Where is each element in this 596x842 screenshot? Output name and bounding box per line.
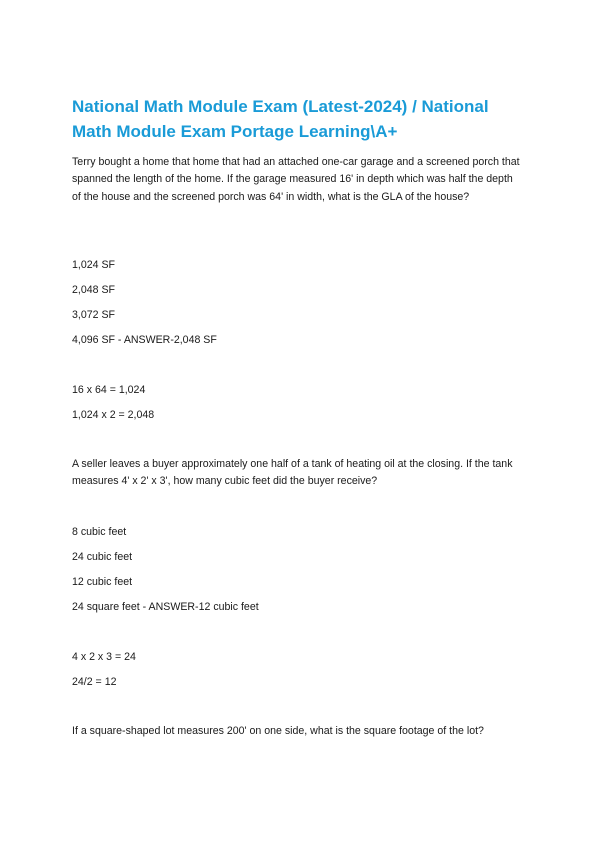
question-3-text: If a square-shaped lot measures 200' on one side, what is the square footage of the lot? <box>72 725 484 737</box>
question-2-work-line-2: 24/2 = 12 <box>72 676 117 688</box>
question-1-option-3: 3,072 SF <box>72 309 115 321</box>
question-2-option-1: 8 cubic feet <box>72 526 127 538</box>
question-2-work-line-1: 4 x 2 x 3 = 24 <box>72 651 136 663</box>
document-title: National Math Module Exam (Latest-2024) / National Math Module Exam Portage Learning\A+ <box>72 97 489 141</box>
question-1-text: Terry bought a home that home that had an attached one-car garage and a screened porch that spanned the length of the home. If the garage measured 16' in depth which was half the depth of the house and the screened porch was 64' in width, what is the GLA of the house? <box>72 156 520 203</box>
question-2-option-2: 24 cubic feet <box>72 551 133 563</box>
question-2-option-3: 12 cubic feet <box>72 576 133 588</box>
question-2-option-4-answer: 24 square feet - ANSWER-12 cubic feet <box>72 601 259 613</box>
question-1-work-line-2: 1,024 x 2 = 2,048 <box>72 409 155 421</box>
question-1-option-1: 1,024 SF <box>72 259 115 271</box>
question-1-option-2: 2,048 SF <box>72 284 115 296</box>
question-2-text: A seller leaves a buyer approximately one half of a tank of heating oil at the closing. If the tank measures 4' x 2' x 3', how many cubic feet did the buyer receive? <box>72 458 513 488</box>
question-1-work-line-1: 16 x 64 = 1,024 <box>72 384 146 396</box>
question-1-option-4-answer: 4,096 SF - ANSWER-2,048 SF <box>72 334 217 346</box>
